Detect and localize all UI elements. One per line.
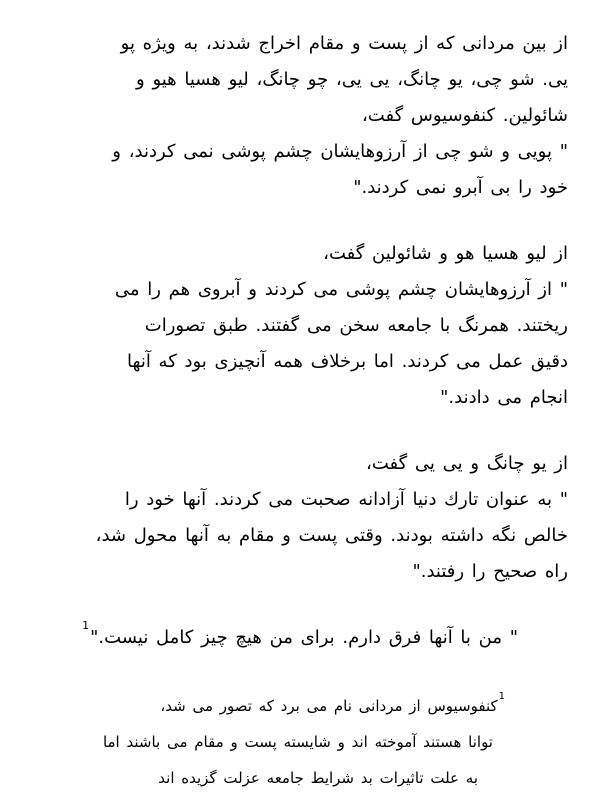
footnote-text: کنفوسیوس از مردانی نام می برد که تصور می شد،: [160, 697, 498, 715]
quote-line: خود را بی آبرو نمی کردند.": [353, 177, 568, 198]
quote-line: ریختند. همرنگ با جامعه سخن می گفتند. طبق تصورات: [144, 315, 568, 336]
footnote-line: توانا هستند آموخته اند و شایسته پست و مقام می باشند اما: [102, 733, 493, 751]
paragraph-block-3: [18, 446, 568, 590]
quote-line: [18, 620, 518, 656]
footnote-reference-superscript: 1: [82, 619, 90, 632]
quote-line: راه صحیح را رفتند.": [412, 561, 568, 582]
text-line: از بین مردانی که از پست و مقام اخراج شدند، به ویژه پو: [120, 33, 568, 54]
closing-quote-text: " من با آنها فرق دارم. برای من هیچ چیز کامل نیست.": [90, 627, 518, 648]
text-line: از لیو هسیا هو و شائولین گفت،: [323, 243, 568, 264]
text-line: شائولین. کنفوسیوس گفت،: [361, 105, 568, 126]
paragraph-block-1: [18, 26, 568, 206]
text-line: یی. شو چی، یو چانگ، یی یی، چو چانگ، لیو هسیا هیو و: [136, 69, 568, 90]
quote-line: انجام می دادند.": [440, 387, 568, 408]
footnote-line: به علت تاثیرات بد شرایط جامعه عزلت گزیده اند: [158, 769, 478, 787]
quote-line: خالص نگه داشته بودند. وقتی پست و مقام به آنها محول شد،: [95, 525, 568, 546]
closing-quote-block: [18, 620, 568, 656]
quote-line: " از آرزوهایشان چشم پوشی می کردند و آبروی هم را می: [114, 279, 568, 300]
quote-line: دقیق عمل می کردند. اما برخلاف همه آنچیزی بود که آنها: [127, 351, 568, 372]
footnote-line: [18, 688, 568, 724]
paragraph-block-2: [18, 236, 568, 416]
footnote-marker-superscript: 1: [498, 691, 505, 702]
footnote-block: [18, 688, 568, 796]
quote-line: " به عنوان تارك دنیا آزادانه صحبت می کردند. آنها خود را: [124, 489, 568, 510]
quote-line: " پویی و شو چی از آرزوهایشان چشم پوشی نمی کردند، و: [112, 141, 568, 162]
text-line: از یو چانگ و یی یی گفت،: [366, 453, 568, 474]
